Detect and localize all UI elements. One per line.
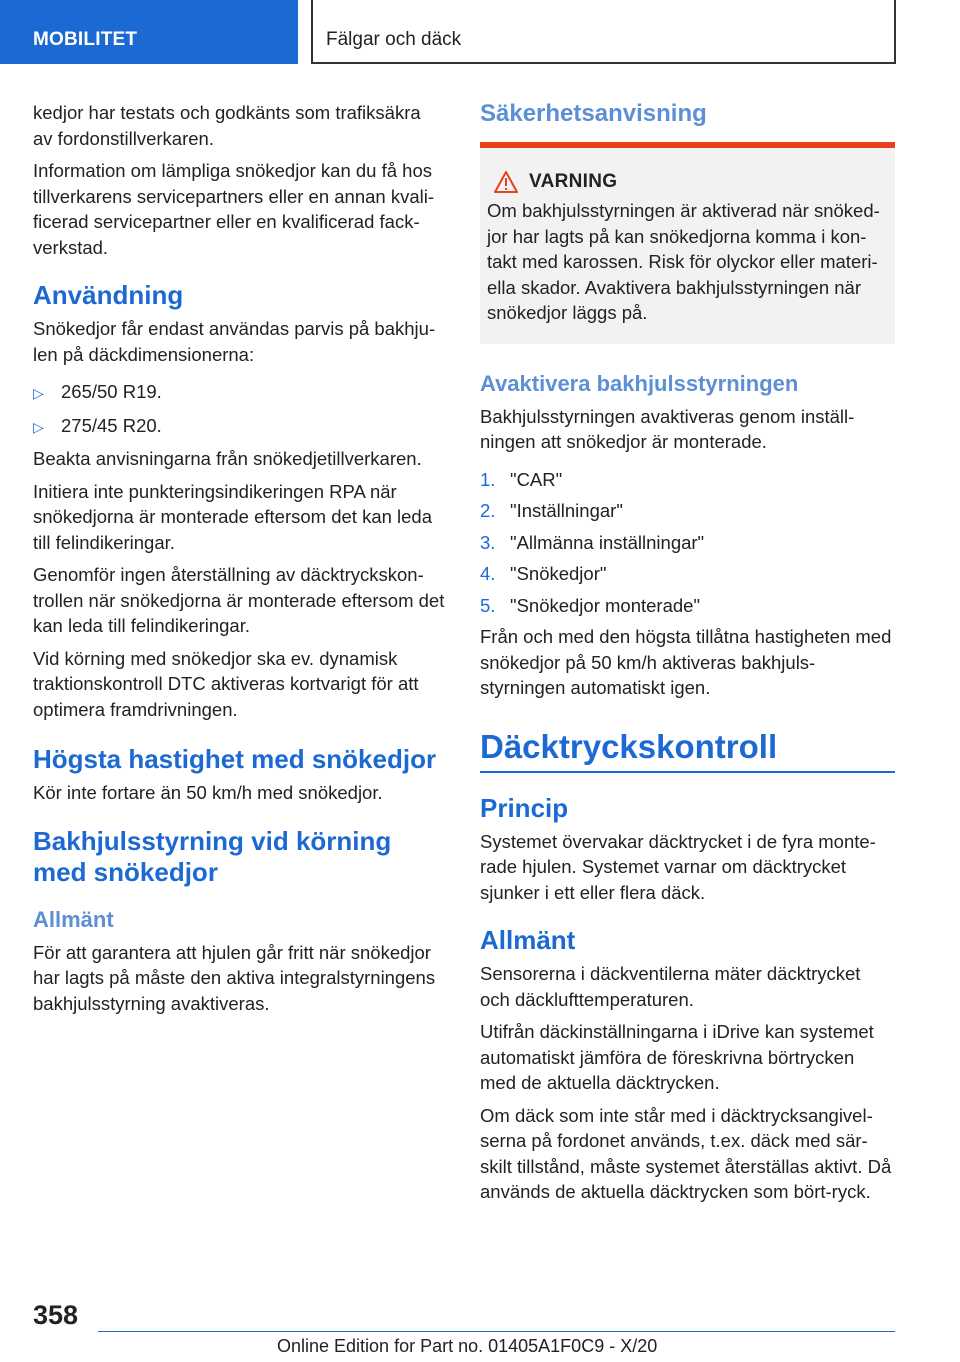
usage-paragraph-2: Beakta anvisningarna från snökedjetillverkaren. — [33, 448, 422, 469]
general-subheading: Allmänt — [33, 906, 114, 932]
step-number: 1. — [480, 468, 496, 490]
left-column — [33, 100, 445, 1023]
step-text: "Snökedjor monterade" — [510, 594, 701, 616]
step-item — [480, 593, 895, 619]
general-paragraph-2: Utifrån däckinställningarna i iDrive kan systemet automatiskt jämföra de föreskrivna börtrycken med de aktuella däcktrycken. — [480, 1021, 874, 1093]
step-number: 2. — [480, 500, 496, 521]
step-item — [480, 467, 895, 493]
footer-divider — [98, 1331, 895, 1332]
triangle-bullet-icon: ▷ — [33, 418, 44, 435]
general-paragraph-3: Om däck som inte står med i däcktrycksangivel-serna på fordonet används, t.ex. däck med sär-skilt tillstånd, måste systemet återställas aktivt. Då används de aktuella däcktrycken som bört-ryck. — [480, 1104, 892, 1202]
step-text: "CAR" — [510, 468, 563, 490]
general-paragraph: För att garantera att hjulen går fritt när snökedjor har lagts på måste den aktiva integralstyrningens bakhjulsstyrning avaktiveras. — [33, 941, 436, 1014]
step-item — [480, 530, 895, 556]
step-number: 3. — [480, 531, 496, 553]
warning-box — [480, 142, 895, 344]
step-number: 4. — [480, 563, 496, 584]
deactivate-heading: Avaktivera bakhjulsstyrningen — [480, 370, 799, 396]
safety-heading: Säkerhetsanvisning — [480, 100, 707, 127]
list-item — [33, 413, 445, 441]
chapter-header — [311, 0, 896, 64]
list-item — [33, 379, 445, 407]
warning-label: VARNING — [529, 171, 618, 192]
list-item-text: 275/45 R20. — [61, 414, 162, 436]
usage-paragraph-1: Snökedjor får endast användas parvis på bakhju-len på däckdimensionerna: — [33, 318, 436, 365]
page-number: 358 — [33, 1300, 79, 1330]
triangle-bullet-icon: ▷ — [33, 385, 44, 401]
warning-triangle-icon — [487, 170, 525, 194]
general-paragraph-1: Sensorerna i däckventilerna mäter däcktrycket och däcklufttemperaturen. — [480, 963, 861, 1010]
intro-paragraph-1: kedjor har testats och godkänts som trafiksäkra av fordonstillverkaren. — [33, 102, 421, 149]
section-title: MOBILITET — [33, 29, 138, 50]
warning-title-row — [487, 170, 887, 194]
intro-paragraph-2: Information om lämpliga snökedjor kan du få hos tillverkarens servicepartners eller en annan kvali-ficerad servicepartner eller en kvalificerad fack-verkstad. — [33, 160, 435, 258]
step-item — [480, 498, 895, 524]
deactivate-paragraph: Bakhjulsstyrningen avaktiveras genom inställ-ningen att snökedjor är monterade. — [480, 405, 855, 452]
step-item — [480, 561, 895, 587]
deactivate-paragraph-2: Från och med den högsta tillåtna hastigheten med snökedjor på 50 km/h aktiveras bakhjuls-styrningen automatiskt igen. — [480, 626, 892, 698]
speed-paragraph: Kör inte fortare än 50 km/h med snökedjor. — [33, 782, 383, 803]
general-heading: Allmänt — [480, 925, 576, 955]
usage-heading: Användning — [33, 280, 184, 310]
step-text: "Inställningar" — [510, 500, 623, 521]
list-item-text: 265/50 R19. — [61, 381, 162, 402]
speed-heading: Högsta hastighet med snökedjor — [33, 744, 437, 774]
principle-heading: Princip — [480, 792, 569, 823]
usage-paragraph-5: Vid körning med snökedjor ska ev. dynamisk traktionskontroll DTC aktiveras kortvarigt för att optimera framdrivningen. — [33, 647, 419, 720]
principle-paragraph: Systemet övervakar däcktrycket i de fyra monte-rade hjulen. Systemet varnar om däcktrycket sjunker i ett eller flera däck. — [480, 830, 876, 903]
usage-paragraph-3: Initiera inte punkteringsindikeringen RPA när snökedjorna är monterade eftersom det kan leda till felindikeringar. — [33, 480, 433, 553]
rear-steering-heading: Bakhjulsstyrning vid körning med snökedjor — [33, 825, 392, 887]
step-text: "Snökedjor" — [510, 563, 607, 584]
section-tab — [0, 0, 298, 64]
usage-paragraph-4: Genomför ingen återställning av däcktryckskon-trollen när snökedjorna är monterade eftersom det kan leda till felindikeringar. — [33, 564, 445, 636]
step-text: "Allmänna inställningar" — [510, 531, 705, 553]
right-column — [480, 100, 895, 1212]
warning-text: Om bakhjulsstyrningen är aktiverad när snöked-jor har lagts på kan snökedjorna komma i kon-takt med karossen. Risk för olyckor eller materi-ella skador. Avaktivera bakhjulsstyrningen när snökedjor läggs på. — [487, 200, 880, 323]
edition-text: Online Edition for Part no. 01405A1F0C9 - X/20 — [277, 1336, 658, 1356]
step-number: 5. — [480, 594, 496, 616]
tpms-heading: Däcktryckskontroll — [480, 727, 895, 773]
chapter-title: Fälgar och däck — [326, 29, 462, 50]
